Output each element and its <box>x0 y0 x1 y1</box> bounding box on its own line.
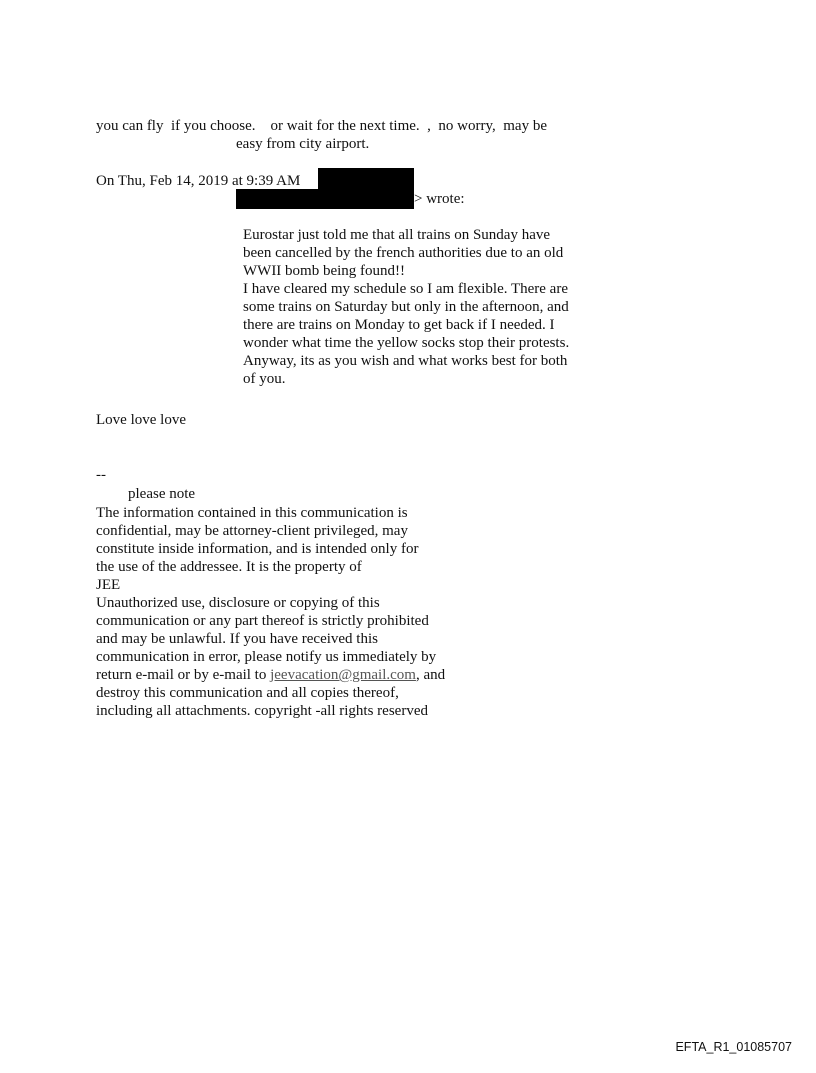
disclaimer-line: communication in error, please notify us immediately by <box>96 649 437 665</box>
quoted-line: I have cleared my schedule so I am flexible. There are <box>243 281 568 297</box>
email-line-prefix: return e-mail or by e-mail to <box>96 667 271 683</box>
quote-date-line: On Thu, Feb 14, 2019 at 9:39 AM <box>96 173 301 189</box>
quote-wrote: > wrote: <box>414 191 465 207</box>
disclaimer-line: and may be unlawful. If you have received this <box>96 631 378 647</box>
signature-note: please note <box>128 486 196 502</box>
message-line-1: you can fly if you choose. or wait for the next time. , no worry, may be <box>96 118 547 134</box>
redaction-block-sender-name <box>318 168 414 190</box>
email-link[interactable]: jeevacation@gmail.com <box>270 667 416 683</box>
document-id: EFTA_R1_01085707 <box>675 1040 792 1054</box>
quoted-line: wonder what time the yellow socks stop their protests. <box>243 335 570 351</box>
signoff: Love love love <box>96 412 186 428</box>
quoted-line: been cancelled by the french authorities due to an old <box>243 245 564 261</box>
disclaimer-line: the use of the addressee. It is the property of <box>96 559 362 575</box>
disclaimer-line: destroy this communication and all copies thereof, <box>96 685 399 701</box>
disclaimer-line: The information contained in this communication is <box>96 505 408 521</box>
redaction-block-sender-email <box>236 189 414 209</box>
disclaimer-line: Unauthorized use, disclosure or copying of this <box>96 595 380 611</box>
message-line-2: easy from city airport. <box>236 136 370 152</box>
disclaimer-line: communication or any part thereof is strictly prohibited <box>96 613 429 629</box>
quoted-line: there are trains on Monday to get back if I needed. I <box>243 317 555 333</box>
disclaimer-email-line <box>96 666 516 684</box>
disclaimer-line: including all attachments. copyright -all rights reserved <box>96 703 428 719</box>
quoted-line: Eurostar just told me that all trains on Sunday have <box>243 227 551 243</box>
disclaimer-line: confidential, may be attorney-client privileged, may <box>96 523 408 539</box>
quoted-line: WWII bomb being found!! <box>243 263 406 279</box>
quoted-line: of you. <box>243 371 286 387</box>
signature-separator: -- <box>96 467 106 483</box>
disclaimer-line: constitute inside information, and is intended only for <box>96 541 419 557</box>
email-line-suffix: , and <box>415 667 446 683</box>
quoted-line: Anyway, its as you wish and what works best for both <box>243 353 568 369</box>
confidentiality-disclaimer <box>96 504 516 720</box>
disclaimer-line: JEE <box>96 577 121 593</box>
quoted-line: some trains on Saturday but only in the afternoon, and <box>243 299 569 315</box>
quoted-message <box>243 226 603 388</box>
